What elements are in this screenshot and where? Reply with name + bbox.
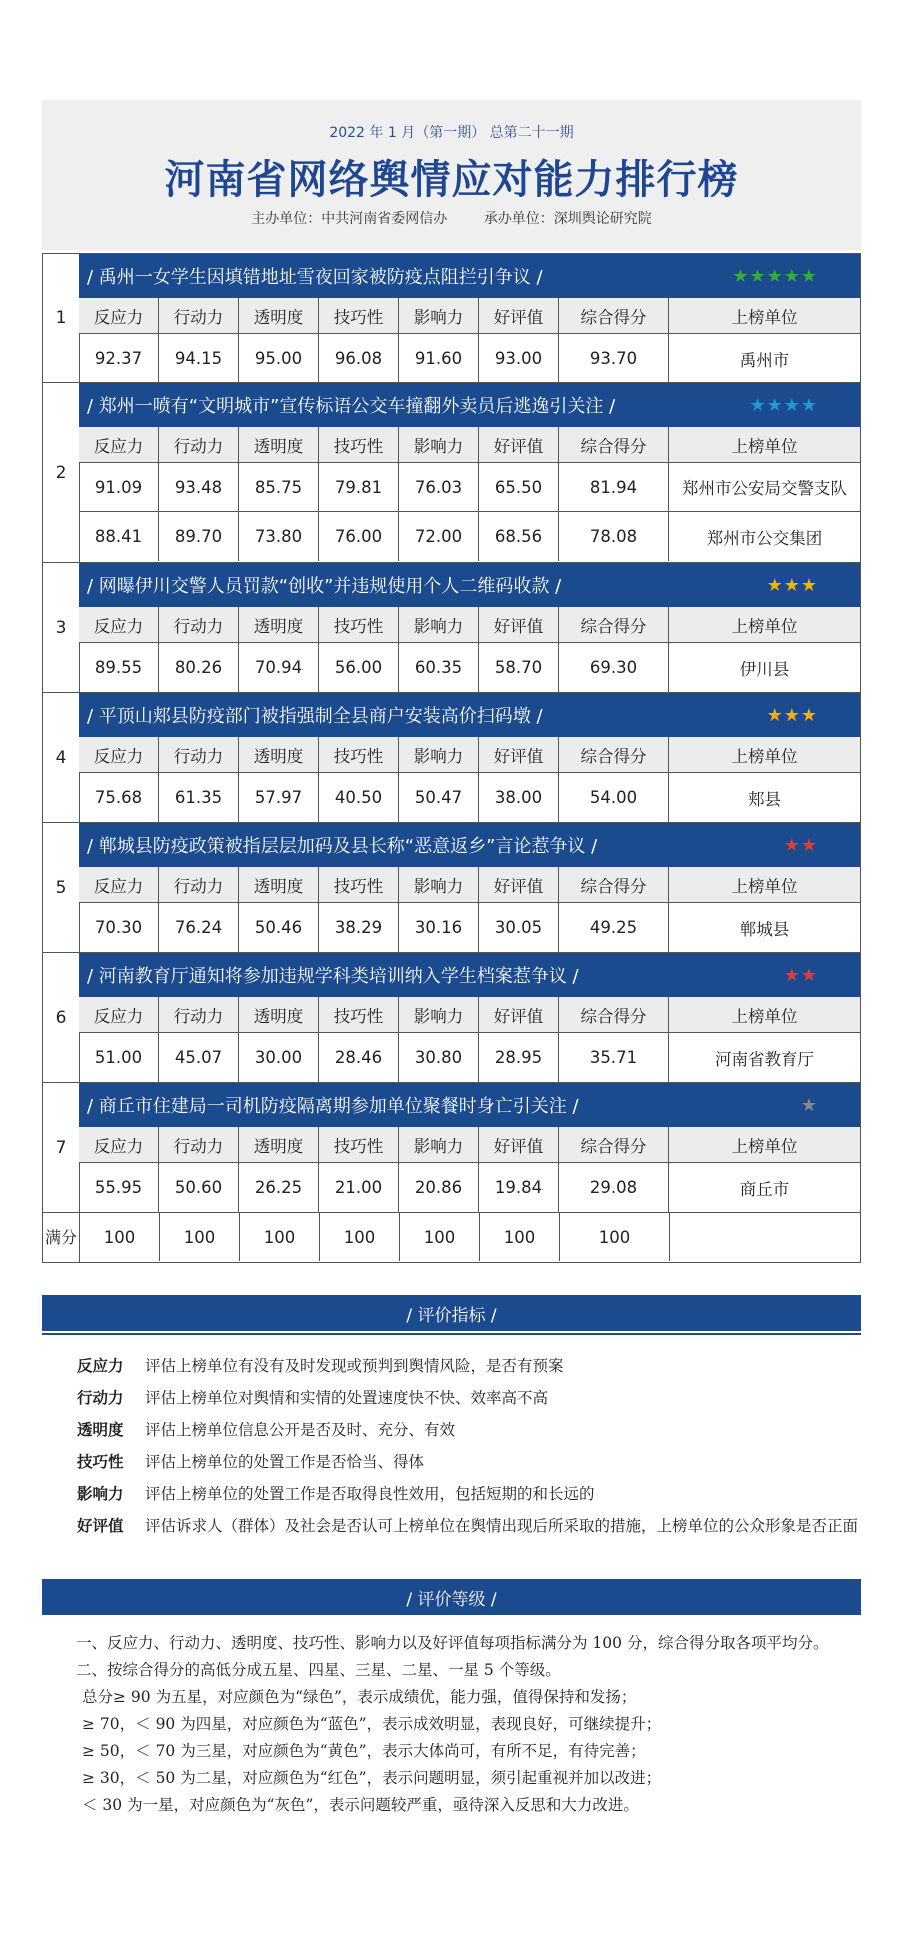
score-cell: 70.94: [239, 643, 319, 692]
header-row: [79, 298, 860, 334]
event-title: / 郑州一喷有“文明城市”宣传标语公交车撞翻外卖员后逃逸引关注 /: [87, 396, 616, 417]
full-score-value: 100: [80, 1213, 160, 1261]
indicator-item: [42, 1478, 861, 1510]
rank-number: 2: [43, 383, 80, 562]
grade-line: ＜ 30 为一星，对应颜色为“灰色”，表示问题较严重，亟待深入反思和大力改进。: [82, 1796, 639, 1814]
score-cell: 19.84: [479, 1163, 559, 1212]
header-row: [79, 997, 860, 1033]
column-header: 反应力: [79, 298, 159, 333]
indicator-term: 好评值: [77, 1517, 124, 1535]
score-cell: 76.24: [159, 903, 239, 952]
column-header: 透明度: [239, 997, 319, 1032]
column-header: 综合得分: [559, 997, 669, 1032]
score-cell: 91.09: [79, 463, 159, 511]
column-header: 好评值: [479, 737, 559, 772]
grades-paragraph-1: 一、反应力、行动力、透明度、技巧性、影响力以及好评值每项指标满分为 100 分，综合得分取各项平均分。: [76, 1634, 829, 1652]
star-rating: ★: [800, 1094, 818, 1116]
score-grid: [79, 1127, 860, 1212]
score-cell: 80.26: [159, 643, 239, 692]
star-rating: ★★★★: [749, 394, 818, 416]
indicator-term: 反应力: [77, 1357, 124, 1375]
column-header: 影响力: [399, 997, 479, 1032]
column-header: 透明度: [239, 298, 319, 333]
score-cell: 50.47: [399, 773, 479, 822]
header-row: [79, 1127, 860, 1163]
total-score: 35.71: [559, 1033, 669, 1082]
score-cell: 30.00: [239, 1033, 319, 1082]
event-title: / 河南教育厅通知将参加违规学科类培训纳入学生档案惹争议 /: [87, 966, 579, 987]
ranked-unit: 商丘市: [739, 1179, 790, 1199]
score-cell: 57.97: [239, 773, 319, 822]
full-score-label-2: 分: [61, 1228, 78, 1247]
full-score-value: 100: [560, 1213, 670, 1261]
column-header: 上榜单位: [731, 876, 798, 896]
grade-lines: [42, 1684, 861, 1819]
event-title-bar: [79, 563, 860, 607]
score-cell: 96.08: [319, 334, 399, 383]
grade-line: ≥ 50，＜ 70 为三星，对应颜色为“黄色”，表示大体尚可，有所不足，有待完善；: [82, 1742, 646, 1760]
grade-line: 总分≥ 90 为五星，对应颜色为“绿色”，表示成绩优，能力强，值得保持和发扬；: [82, 1688, 637, 1706]
column-header: 行动力: [159, 298, 239, 333]
column-header: 综合得分: [559, 737, 669, 772]
score-cell: 51.00: [79, 1033, 159, 1082]
score-cell: 28.95: [479, 1033, 559, 1082]
score-grid: [79, 298, 860, 383]
header-row: [79, 737, 860, 773]
total-score: 54.00: [559, 773, 669, 822]
column-header: 影响力: [399, 607, 479, 642]
score-cell: 20.86: [399, 1163, 479, 1212]
page-title: 河南省网络舆情应对能力排行榜: [164, 157, 739, 203]
rank-number: 4: [43, 693, 80, 822]
score-grid: [79, 607, 860, 692]
event-title: / 禹州一女学生因填错地址雪夜回家被防疫点阻拦引争议 /: [87, 267, 543, 288]
full-score-row: [42, 1213, 861, 1263]
organizer-unit: 承办单位：深圳舆论研究院: [483, 211, 652, 227]
divider: [42, 1333, 861, 1335]
event-title-bar: [79, 383, 860, 427]
column-header: 透明度: [239, 867, 319, 902]
column-header: 透明度: [239, 607, 319, 642]
indicator-description: 评估上榜单位信息公开是否及时、充分、有效: [145, 1421, 456, 1439]
event-title-bar: [79, 823, 860, 867]
ranked-unit: 郏县: [748, 789, 781, 809]
score-cell: 30.05: [479, 903, 559, 952]
ranking-block: [42, 383, 861, 563]
score-cell: 94.15: [159, 334, 239, 383]
column-header: 好评值: [479, 1127, 559, 1162]
ranked-unit: 郑州市公交集团: [706, 528, 823, 548]
column-header: 反应力: [79, 997, 159, 1032]
rank-number: 3: [43, 563, 80, 692]
grades-paragraph-2: 二、按综合得分的高低分成五星、四星、三星、二星、一星 5 个等级。: [76, 1661, 561, 1679]
event-title: / 商丘市住建局一司机防疫隔离期参加单位聚餐时身亡引关注 /: [87, 1096, 579, 1117]
score-row: [79, 1163, 860, 1212]
score-row: [79, 903, 860, 952]
column-header: 技巧性: [319, 1127, 399, 1162]
indicator-item: [42, 1350, 861, 1382]
column-header: 综合得分: [559, 298, 669, 333]
grades-heading: / 评价等级 /: [42, 1579, 861, 1615]
score-grid: [79, 997, 860, 1082]
column-header: 透明度: [239, 1127, 319, 1162]
score-row: [79, 1033, 860, 1082]
star-rating: ★★: [783, 834, 818, 856]
column-header: 综合得分: [559, 607, 669, 642]
event-title: / 网曝伊川交警人员罚款“创收”并违规使用个人二维码收款 /: [87, 576, 562, 597]
ranking-block: [42, 253, 861, 383]
rank-number: 6: [43, 953, 80, 1082]
ranked-unit: 伊川县: [739, 659, 790, 679]
score-cell: 73.80: [239, 512, 319, 561]
host-unit: 主办单位：中共河南省委网信办: [251, 211, 448, 227]
column-header: 行动力: [159, 867, 239, 902]
score-cell: 65.50: [479, 463, 559, 511]
indicator-term: 行动力: [77, 1389, 124, 1407]
column-header: 技巧性: [319, 427, 399, 462]
indicator-item: [42, 1414, 861, 1446]
score-cell: 58.70: [479, 643, 559, 692]
score-cell: 50.46: [239, 903, 319, 952]
column-header: 综合得分: [559, 867, 669, 902]
score-cell: 38.00: [479, 773, 559, 822]
score-grid: [79, 427, 860, 561]
star-rating: ★★★: [766, 574, 818, 596]
indicator-item: [42, 1446, 861, 1478]
event-title-bar: [79, 693, 860, 737]
column-header: 好评值: [479, 607, 559, 642]
score-cell: 88.41: [79, 512, 159, 561]
column-header: 技巧性: [319, 607, 399, 642]
column-header: 技巧性: [319, 867, 399, 902]
score-cell: 85.75: [239, 463, 319, 511]
column-header: 上榜单位: [731, 307, 798, 327]
total-score: 81.94: [559, 463, 669, 511]
ranked-unit: 郑州市公安局交警支队: [682, 479, 847, 498]
grades-section: [42, 1630, 861, 1819]
column-header: 上榜单位: [731, 1006, 798, 1026]
score-row: [79, 643, 860, 692]
indicator-term: 技巧性: [77, 1453, 124, 1471]
ranked-unit: 禹州市: [739, 350, 790, 370]
score-cell: 79.81: [319, 463, 399, 511]
issue-info: 2022 年 1 月（第一期） 总第二十一期: [329, 125, 574, 141]
score-row: [79, 334, 860, 383]
total-score: 78.08: [559, 512, 669, 561]
full-score-value: 100: [160, 1213, 240, 1261]
total-score: 93.70: [559, 334, 669, 383]
score-cell: 92.37: [79, 334, 159, 383]
column-header: 透明度: [239, 427, 319, 462]
header-row: [79, 607, 860, 643]
column-header: 影响力: [399, 427, 479, 462]
header-row: [79, 867, 860, 903]
score-cell: 72.00: [399, 512, 479, 561]
column-header: 反应力: [79, 737, 159, 772]
rank-number: 7: [43, 1083, 80, 1212]
full-score-value: 100: [480, 1213, 560, 1261]
score-cell: 45.07: [159, 1033, 239, 1082]
score-cell: 60.35: [399, 643, 479, 692]
column-header: 影响力: [399, 1127, 479, 1162]
score-cell: 38.29: [319, 903, 399, 952]
indicators-list: [42, 1350, 861, 1540]
score-cell: 50.60: [159, 1163, 239, 1212]
column-header: 影响力: [399, 867, 479, 902]
total-score: 29.08: [559, 1163, 669, 1212]
indicator-term: 影响力: [77, 1485, 124, 1503]
column-header: 上榜单位: [731, 1136, 798, 1156]
column-header: 上榜单位: [731, 436, 798, 456]
full-score-label-1: 满: [44, 1228, 61, 1247]
indicators-heading: / 评价指标 /: [42, 1295, 861, 1331]
score-cell: 28.46: [319, 1033, 399, 1082]
column-header: 反应力: [79, 427, 159, 462]
column-header: 影响力: [399, 298, 479, 333]
indicator-description: 评估上榜单位对舆情和实情的处置速度快不快、效率高不高: [145, 1389, 549, 1407]
event-title: / 郸城县防疫政策被指层层加码及县长称“恶意返乡”言论惹争议 /: [87, 836, 598, 857]
column-header: 技巧性: [319, 997, 399, 1032]
ranking-block: [42, 563, 861, 693]
full-score-empty: [670, 1213, 860, 1261]
star-rating: ★★★★★: [732, 265, 818, 287]
event-title-bar: [79, 1083, 860, 1127]
host-info: [42, 208, 861, 228]
ranking-block: [42, 693, 861, 823]
column-header: 技巧性: [319, 737, 399, 772]
total-score: 49.25: [559, 903, 669, 952]
ranking-block: [42, 1083, 861, 1213]
total-score: 69.30: [559, 643, 669, 692]
full-score-value: 100: [240, 1213, 320, 1261]
event-title-bar: [79, 953, 860, 997]
indicator-item: [42, 1510, 861, 1540]
star-rating: ★★★: [766, 704, 818, 726]
indicator-item: [42, 1382, 861, 1414]
column-header: 影响力: [399, 737, 479, 772]
column-header: 行动力: [159, 427, 239, 462]
ranking-table: [42, 253, 861, 1263]
score-cell: 89.55: [79, 643, 159, 692]
grade-line: ≥ 30，＜ 50 为二星，对应颜色为“红色”，表示问题明显，须引起重视并加以改进；: [82, 1769, 662, 1787]
score-row: [79, 773, 860, 822]
score-grid: [79, 737, 860, 822]
score-cell: 75.68: [79, 773, 159, 822]
indicator-description: 评估上榜单位的处置工作是否恰当、得体: [145, 1453, 425, 1471]
column-header: 反应力: [79, 1127, 159, 1162]
grade-line: ≥ 70，＜ 90 为四星，对应颜色为“蓝色”，表示成效明显，表现良好，可继续提升；: [82, 1715, 662, 1733]
rank-number: 5: [43, 823, 80, 952]
column-header: 综合得分: [559, 427, 669, 462]
star-rating: ★★: [783, 964, 818, 986]
score-cell: 26.25: [239, 1163, 319, 1212]
score-cell: 21.00: [319, 1163, 399, 1212]
indicator-description: 评估上榜单位的处置工作是否取得良性效用，包括短期的和长远的: [145, 1485, 595, 1503]
column-header: 上榜单位: [731, 746, 798, 766]
score-row: [79, 512, 860, 561]
score-cell: 70.30: [79, 903, 159, 952]
score-cell: 76.00: [319, 512, 399, 561]
score-row: [79, 463, 860, 512]
score-cell: 40.50: [319, 773, 399, 822]
ranked-unit: 河南省教育厅: [715, 1049, 814, 1069]
score-cell: 56.00: [319, 643, 399, 692]
indicator-description: 评估上榜单位有没有及时发现或预判到舆情风险，是否有预案: [145, 1357, 564, 1375]
event-title: / 平顶山郏县防疫部门被指强制全县商户安装高价扫码墩 /: [87, 706, 543, 727]
score-cell: 93.00: [479, 334, 559, 383]
column-header: 反应力: [79, 867, 159, 902]
score-cell: 95.00: [239, 334, 319, 383]
indicator-description: 评估诉求人（群体）及社会是否认可上榜单位在舆情出现后所采取的措施，上榜单位的公众形象是否正面: [145, 1517, 859, 1535]
header-row: [79, 427, 860, 463]
score-cell: 76.03: [399, 463, 479, 511]
column-header: 行动力: [159, 737, 239, 772]
column-header: 反应力: [79, 607, 159, 642]
column-header: 综合得分: [559, 1127, 669, 1162]
column-header: 行动力: [159, 607, 239, 642]
indicator-term: 透明度: [77, 1421, 124, 1439]
score-cell: 30.16: [399, 903, 479, 952]
column-header: 技巧性: [319, 298, 399, 333]
column-header: 行动力: [159, 1127, 239, 1162]
score-cell: 68.56: [479, 512, 559, 561]
column-header: 好评值: [479, 867, 559, 902]
column-header: 上榜单位: [731, 616, 798, 636]
column-header: 好评值: [479, 427, 559, 462]
score-cell: 93.48: [159, 463, 239, 511]
full-score-label: [43, 1213, 80, 1262]
report-header: [42, 100, 861, 250]
score-cell: 89.70: [159, 512, 239, 561]
ranking-block: [42, 823, 861, 953]
score-cell: 55.95: [79, 1163, 159, 1212]
full-score-value: 100: [400, 1213, 480, 1261]
column-header: 透明度: [239, 737, 319, 772]
score-cell: 30.80: [399, 1033, 479, 1082]
score-cell: 61.35: [159, 773, 239, 822]
score-grid: [79, 867, 860, 952]
full-score-value: 100: [320, 1213, 400, 1261]
column-header: 好评值: [479, 298, 559, 333]
column-header: 行动力: [159, 997, 239, 1032]
ranked-unit: 郸城县: [739, 919, 790, 939]
score-cell: 91.60: [399, 334, 479, 383]
rank-number: 1: [43, 254, 80, 382]
ranking-block: [42, 953, 861, 1083]
column-header: 好评值: [479, 997, 559, 1032]
